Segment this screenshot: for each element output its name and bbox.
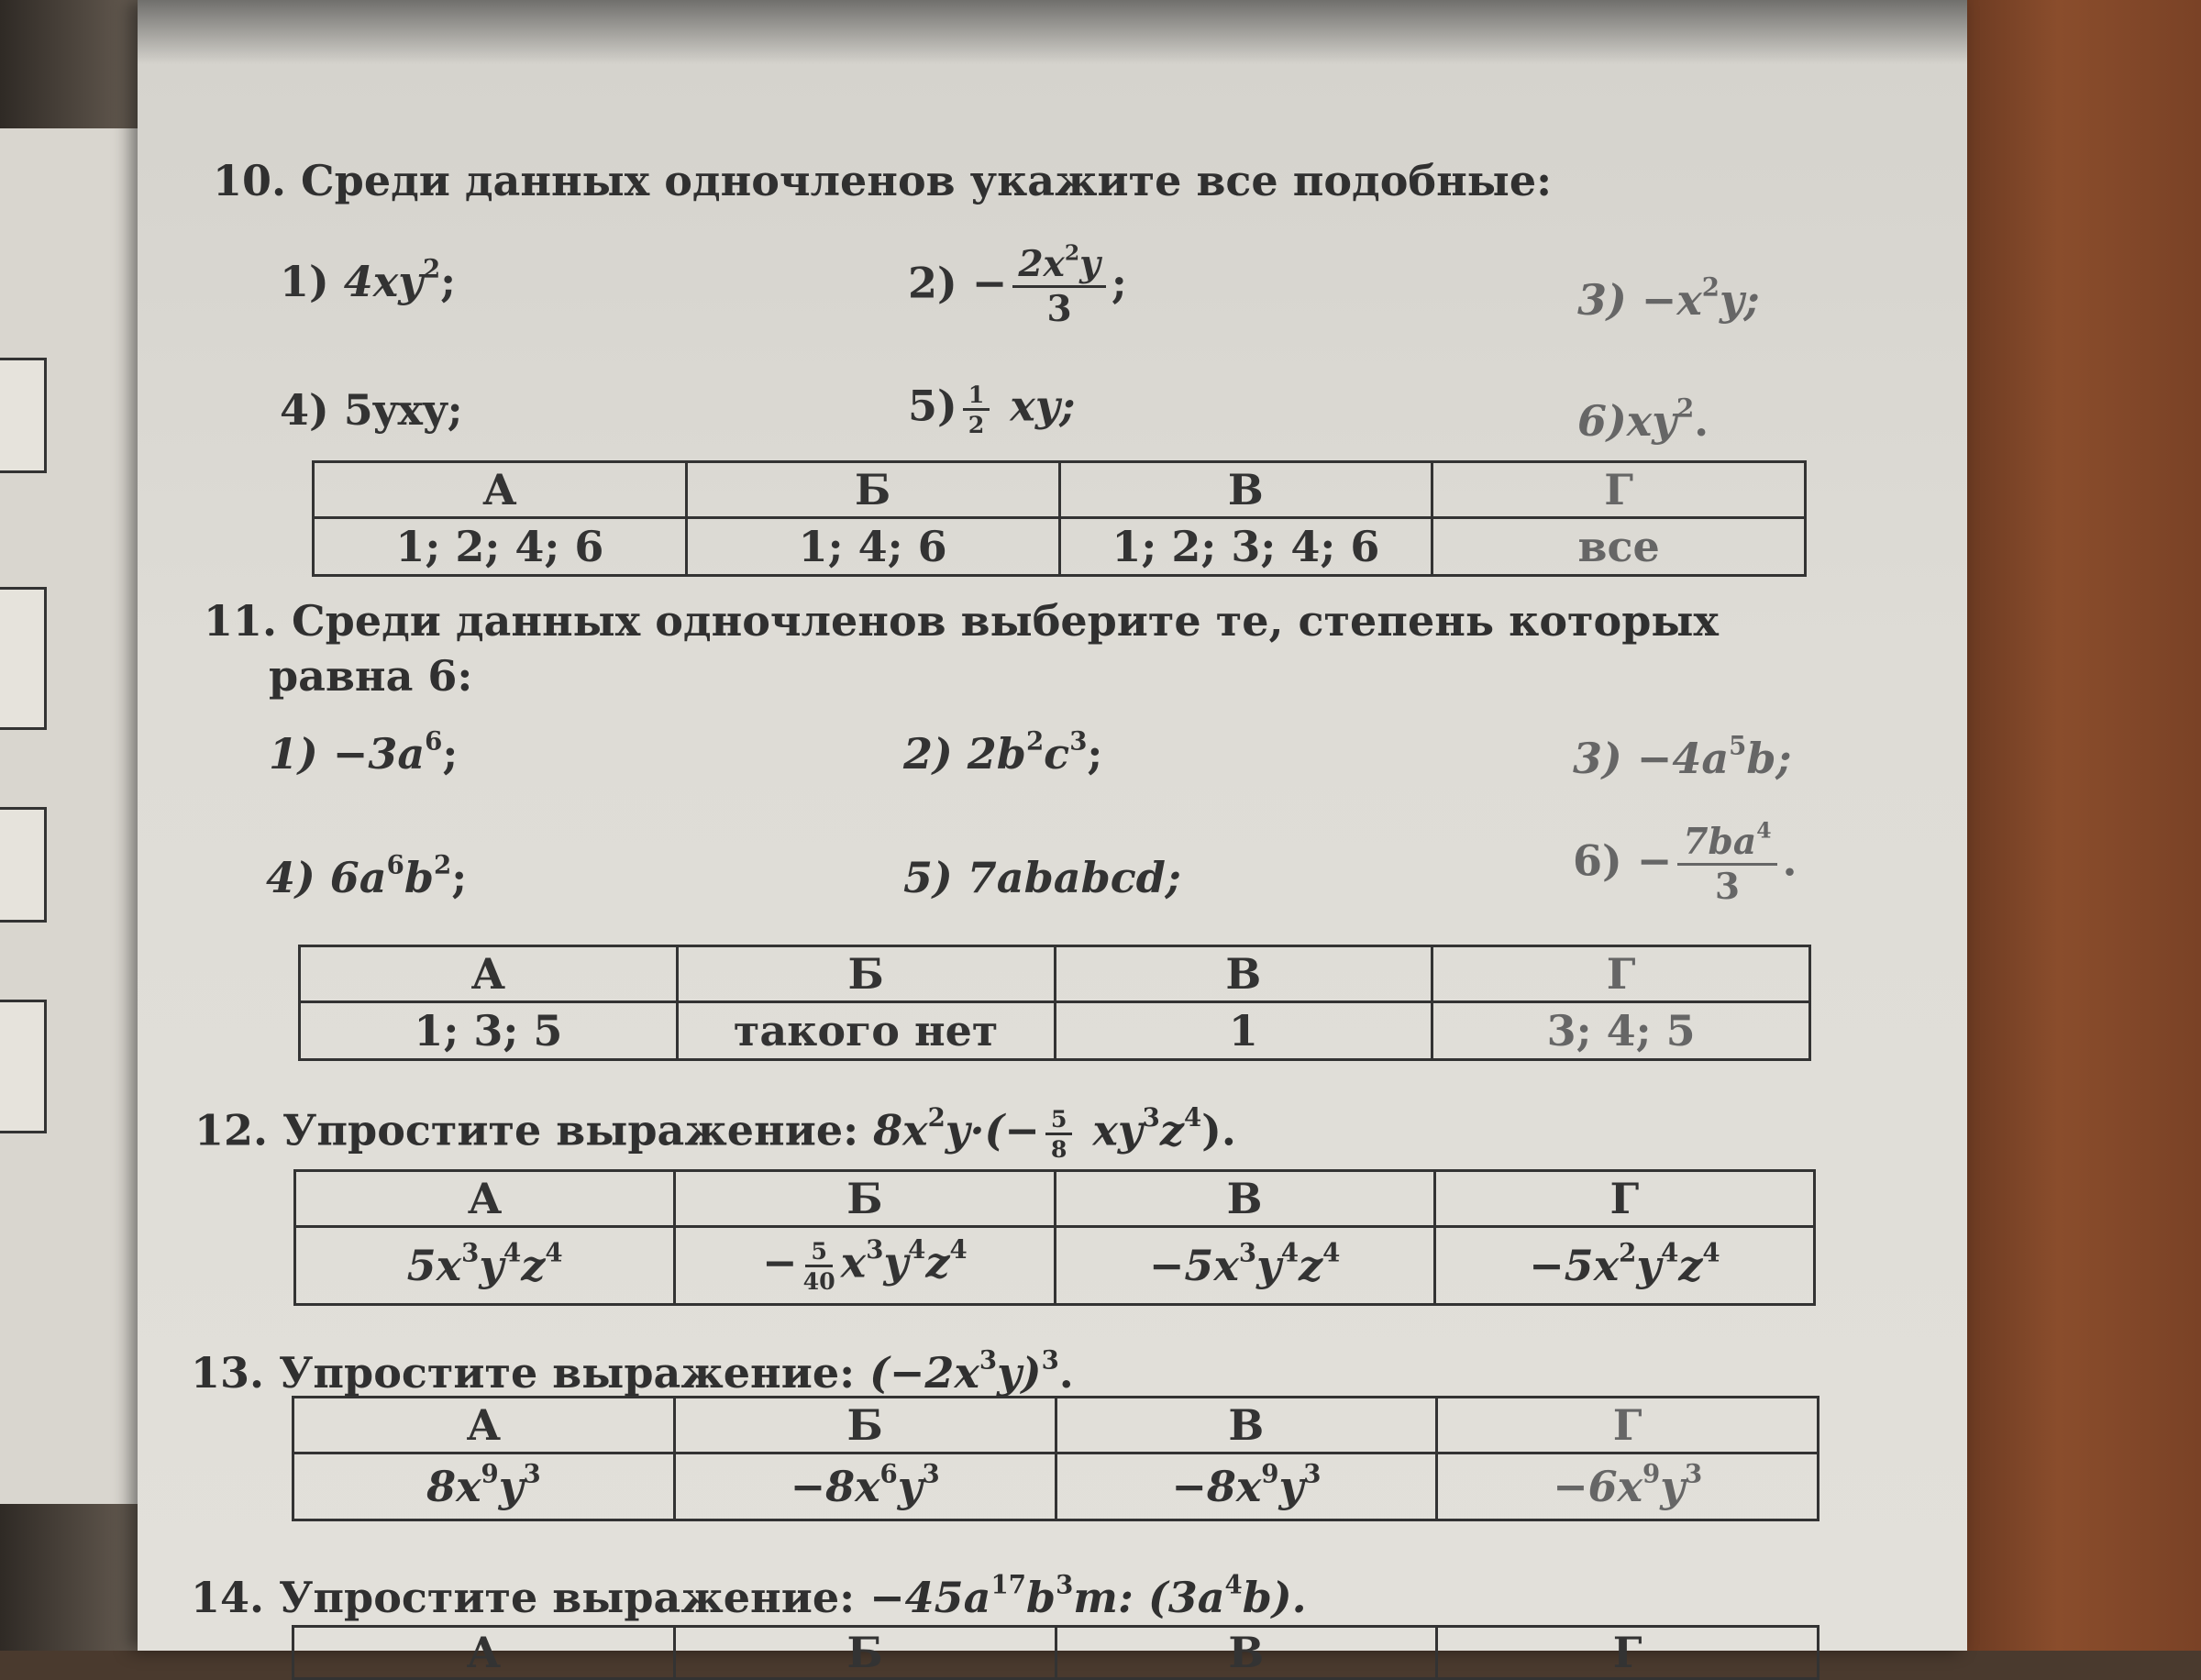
q13-answer-a: $8x^9y^3$ <box>293 1453 675 1520</box>
q10-header-a: А <box>314 462 687 518</box>
q11-option-1: $1) -3a^6$; <box>269 725 459 779</box>
q12-answer-table <box>293 1169 1816 1306</box>
q12-answer-a: $5x^3y^4z^4$ <box>295 1227 675 1305</box>
underlying-box <box>0 587 47 730</box>
q12-header-b: Б <box>675 1171 1055 1227</box>
q11-prompt <box>204 596 1719 646</box>
q11-prompt-line2: равна 6: <box>269 651 473 701</box>
q11-header-v: В <box>1055 946 1432 1002</box>
q13-answer-b: $-8x^6y^3$ <box>674 1453 1056 1520</box>
q11-option-5: 5) 7ababcd; <box>903 853 1181 902</box>
q14-header-a: А <box>293 1627 675 1679</box>
q11-prompt-line1: 11. Среди данных одночленов выберите те, степень которых <box>204 596 1719 646</box>
underlying-box <box>0 358 47 473</box>
q13-header-a: А <box>293 1398 675 1453</box>
q12-answer-b: − $\frac{5}{40}$ $x^3y^4z^4$ <box>675 1227 1055 1305</box>
q12-answer-v: $-5x^3y^4z^4$ <box>1055 1227 1434 1305</box>
q10-option-2: 2) − $\frac{2x^2y}{3}$ ; <box>908 239 1127 330</box>
q11-answer-v: 1 <box>1055 1002 1432 1060</box>
q11-answer-a: 1; 3; 5 <box>300 1002 678 1060</box>
q11-answer-b: такого нет <box>677 1002 1055 1060</box>
q10-option-4: 4) 5yxy; <box>280 385 463 435</box>
q12-answer-g: $-5x^2y^4z^4$ <box>1434 1227 1814 1305</box>
q10-answer-table <box>312 460 1807 577</box>
q11-header-a: А <box>300 946 678 1002</box>
q10-option-6: $6)xy^2$. <box>1577 392 1709 446</box>
q11-answer-g: 3; 4; 5 <box>1432 1002 1810 1060</box>
q10-option-3: $3) -x^2y$; <box>1577 271 1760 325</box>
q12-header-v: В <box>1055 1171 1434 1227</box>
background-table-surface <box>1963 0 2201 1651</box>
q10-answer-b: 1; 4; 6 <box>686 518 1059 576</box>
q13-answer-g: $-6x^9y^3$ <box>1437 1453 1819 1520</box>
q10-header-v: В <box>1059 462 1432 518</box>
underlying-box <box>0 1000 47 1133</box>
q12-header-g: Г <box>1434 1171 1814 1227</box>
q10-answer-g: все <box>1432 518 1806 576</box>
q11-header-g: Г <box>1432 946 1810 1002</box>
q13-prompt: 13. Упростите выражение: $(-2x^3y)^3$. <box>191 1344 1074 1398</box>
q13-answer-v: $-8x^9y^3$ <box>1056 1453 1437 1520</box>
q13-header-g: Г <box>1437 1398 1819 1453</box>
q14-header-g: Г <box>1437 1627 1819 1679</box>
q11-option-6: 6) − $\frac{7ba^4}{3}$ . <box>1573 817 1797 908</box>
q10-answer-v: 1; 2; 3; 4; 6 <box>1059 518 1432 576</box>
page-shadow <box>138 0 1967 64</box>
q10-header-b: Б <box>686 462 1059 518</box>
q13-header-b: Б <box>674 1398 1056 1453</box>
q10-option-1: 1) $4xy^2$; <box>280 253 457 306</box>
q11-header-b: Б <box>677 946 1055 1002</box>
q11-answer-table <box>298 945 1811 1061</box>
underlying-sheet <box>0 128 160 1504</box>
q12-prompt: 12. Упростите выражение: $8x^2y\cdot(-$ $\frac{5}{8}$ $xy^3z^4$). <box>194 1101 1236 1163</box>
q10-prompt: 10. Среди данных одночленов укажите все подобные: <box>213 156 1553 205</box>
q13-header-v: В <box>1056 1398 1437 1453</box>
q14-header-b: Б <box>674 1627 1056 1679</box>
q11-option-3: $3) -4a^5b$; <box>1573 730 1792 783</box>
q12-header-a: А <box>295 1171 675 1227</box>
q14-answer-table <box>292 1625 1819 1680</box>
q14-header-v: В <box>1056 1627 1437 1679</box>
q10-option-5: 5) $\frac{1}{2}$ xy; <box>908 381 1076 438</box>
underlying-box <box>0 807 47 923</box>
q10-header-g: Г <box>1432 462 1806 518</box>
q13-answer-table <box>292 1396 1819 1521</box>
q14-prompt: 14. Упростите выражение: $-45a^{17}b^3m$: $(3a^4b)$. <box>191 1569 1307 1622</box>
q10-answer-a: 1; 2; 4; 6 <box>314 518 687 576</box>
q11-option-2: 2) $2b^2c^3$; <box>903 725 1103 779</box>
q11-option-4: 4) $6a^6b^2$; <box>266 849 468 902</box>
